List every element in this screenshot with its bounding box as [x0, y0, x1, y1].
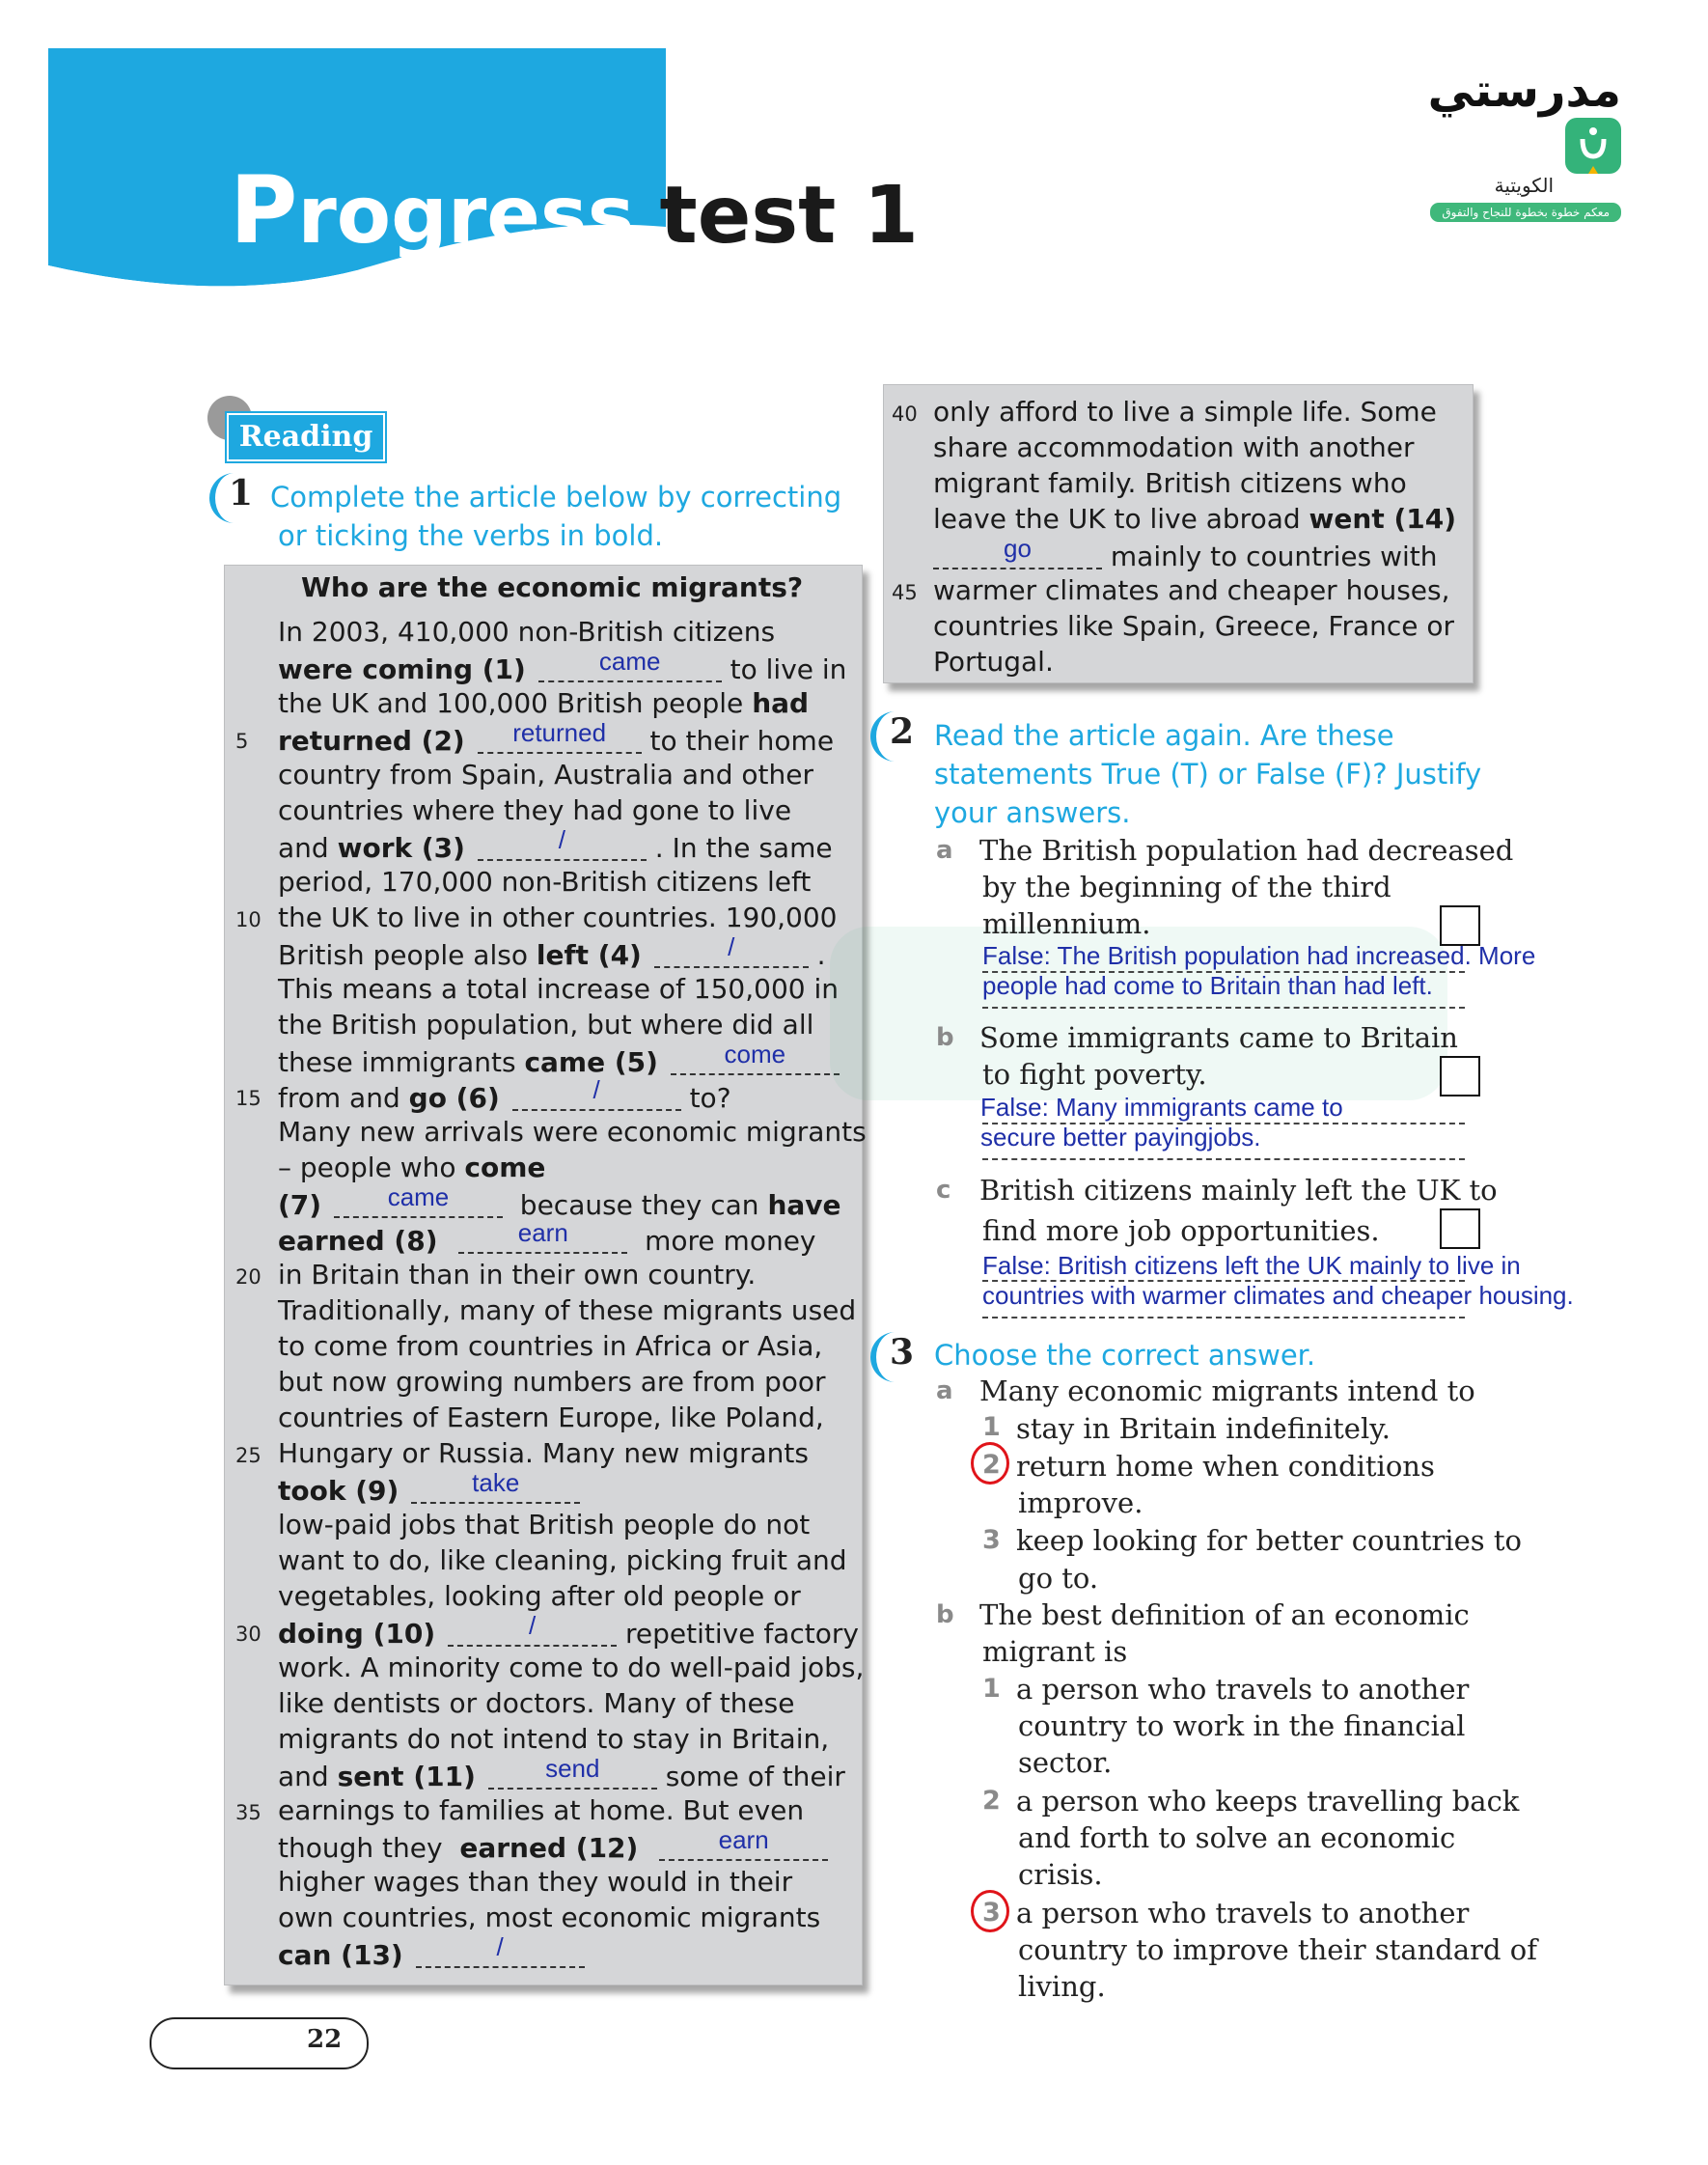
answer-blank-8[interactable]: earn — [458, 1223, 627, 1254]
option-text[interactable]: country to work in the financial — [1018, 1709, 1466, 1742]
logo-sub: الكويتية — [1494, 174, 1554, 197]
instruction-line: statements True (T) or False (F)? Justify — [934, 758, 1482, 791]
section-label: Reading — [227, 413, 385, 461]
option-text[interactable]: keep looking for better countries to — [1016, 1524, 1522, 1557]
article-line: period, 170,000 non-British citizens left — [278, 866, 812, 898]
option-text[interactable]: sector. — [1018, 1746, 1113, 1779]
answer-blank-2[interactable]: returned — [478, 723, 642, 754]
option-number[interactable]: 2 — [982, 1786, 1001, 1816]
option-text[interactable]: country to improve their standard of — [1018, 1933, 1537, 1966]
title-rest: rogress — [297, 170, 635, 262]
article-line: the UK to live in other countries. 190,000 — [278, 902, 838, 933]
line-number: 10 — [235, 908, 262, 931]
option-text[interactable]: and forth to solve an economic — [1018, 1821, 1456, 1854]
answer-blank-9[interactable]: take — [411, 1473, 580, 1504]
article-line: (7) came because they can have — [278, 1182, 841, 1221]
option-text[interactable]: a person who travels to another — [1016, 1673, 1470, 1706]
article-line: though they earned (12) earn — [278, 1830, 828, 1864]
justification-line: people had come to Britain than had left. — [982, 971, 1433, 1000]
article-line: doing (10) / repetitive factory — [278, 1611, 859, 1650]
article-line: migrant family. British citizens who — [933, 467, 1407, 499]
answer-blank-14[interactable]: go — [933, 539, 1102, 569]
statement-line: to fight poverty. — [982, 1058, 1207, 1091]
logo-mark-icon — [1565, 118, 1621, 174]
item-letter: b — [936, 1023, 954, 1052]
logo — [1370, 64, 1621, 219]
statement-line: millennium. — [982, 907, 1151, 940]
article-line: This means a total increase of 150,000 in — [278, 973, 840, 1005]
option-number[interactable]: 1 — [982, 1412, 1001, 1442]
article-line: to come from countries in Africa or Asia, — [278, 1330, 823, 1362]
article-line: in Britain than in their own country. — [278, 1259, 757, 1291]
option-text[interactable]: crisis. — [1018, 1858, 1103, 1891]
line-number: 20 — [235, 1265, 262, 1289]
statement-line: The British population had decreased — [979, 834, 1514, 867]
article-line: share accommodation with another — [933, 431, 1415, 463]
true-false-box-a[interactable] — [1440, 905, 1480, 946]
option-text[interactable]: return home when conditions — [1016, 1450, 1435, 1483]
option-text[interactable]: a person who keeps travelling back — [1016, 1785, 1520, 1818]
article-line: took (9) take — [278, 1473, 580, 1507]
question-stem: The best definition of an economic — [979, 1598, 1470, 1631]
page-title — [230, 156, 919, 264]
page-number: 22 — [307, 2025, 343, 2054]
instruction-line: Read the article again. Are these — [934, 719, 1394, 752]
true-false-box-c[interactable] — [1440, 1208, 1480, 1249]
line-number: 5 — [235, 730, 249, 753]
article-line: warmer climates and cheaper houses, — [933, 574, 1450, 606]
option-number[interactable]: 3 — [982, 1525, 1001, 1555]
article-line: migrants do not intend to stay in Britain, — [278, 1723, 830, 1755]
instruction-line: your answers. — [934, 796, 1131, 829]
article-line: – people who come — [278, 1152, 546, 1183]
article-line: country from Spain, Australia and other — [278, 759, 813, 791]
option-number[interactable]: 1 — [982, 1674, 1001, 1704]
article-line: the UK and 100,000 British people had — [278, 687, 810, 719]
true-false-box-b[interactable] — [1440, 1056, 1480, 1096]
exercise-1-badge: 1 — [207, 471, 256, 525]
article-line: Portugal. — [933, 646, 1054, 678]
item-letter: b — [936, 1600, 954, 1629]
item-letter: a — [936, 836, 953, 865]
line-number: 45 — [892, 581, 918, 604]
answer-blank-5[interactable]: come — [671, 1044, 840, 1075]
line-number: 30 — [235, 1623, 262, 1646]
article-line: leave the UK to live abroad went (14) — [933, 503, 1457, 535]
line-number: 35 — [235, 1801, 262, 1824]
article-line: and work (3) / . In the same — [278, 825, 833, 864]
statement-line: by the beginning of the third — [982, 871, 1391, 903]
option-text[interactable]: stay in Britain indefinitely. — [1016, 1412, 1391, 1445]
logo-brand: مدرستي — [1427, 64, 1621, 118]
question-stem: migrant is — [982, 1635, 1128, 1668]
exercise-2-badge: 2 — [868, 709, 917, 763]
answer-blank-13[interactable]: / — [416, 1937, 585, 1968]
article-line: countries like Spain, Greece, France or — [933, 610, 1455, 642]
article-line: British people also left (4) / . — [278, 932, 826, 971]
article-line: Many new arrivals were economic migrants — [278, 1116, 867, 1148]
item-letter: a — [936, 1376, 953, 1405]
article-line: returned (2) returned to their home — [278, 718, 835, 757]
answer-blank-7[interactable]: came — [334, 1187, 503, 1218]
article-line: these immigrants came (5) come — [278, 1044, 840, 1078]
answer-blank-11[interactable]: send — [488, 1759, 657, 1790]
article-line: low-paid jobs that British people do not — [278, 1509, 811, 1540]
answer-blank-12[interactable]: earn — [659, 1830, 828, 1861]
title-dark: test 1 — [659, 170, 919, 262]
exercise-3-instruction: Choose the correct answer. — [934, 1339, 1316, 1372]
line-number: 25 — [235, 1444, 262, 1467]
exercise-2-instruction — [934, 716, 1481, 832]
answer-blank-10[interactable]: / — [448, 1616, 617, 1647]
question-stem: Many economic migrants intend to — [979, 1374, 1475, 1407]
line-number: 40 — [892, 402, 918, 426]
title-first-letter: P — [230, 156, 298, 264]
instruction-line: Complete the article below by correcting — [270, 481, 842, 513]
article-line: countries of Eastern Europe, like Poland, — [278, 1402, 824, 1433]
article-line: In 2003, 410,000 non-British citizens — [278, 616, 776, 648]
justification-line: False: British citizens left the UK mainly to live in — [982, 1251, 1521, 1280]
article-line: countries where they had gone to live — [278, 794, 792, 826]
justification-line: False: Many immigrants came to — [980, 1093, 1343, 1122]
article-line: Hungary or Russia. Many new migrants — [278, 1437, 809, 1469]
article-line: only afford to live a simple life. Some — [933, 396, 1437, 428]
article-line: but now growing numbers are from poor — [278, 1366, 826, 1398]
justification-line: secure better payingjobs. — [980, 1123, 1261, 1152]
article-line: the British population, but where did all — [278, 1009, 814, 1041]
instruction-line: or ticking the verbs in bold. — [278, 519, 664, 552]
article-line: vegetables, looking after old people or — [278, 1580, 801, 1612]
article-line: earned (8) earn more money — [278, 1218, 816, 1257]
exercise-3-badge: 3 — [868, 1330, 917, 1384]
option-text[interactable]: living. — [1018, 1970, 1106, 2003]
article-line: own countries, most economic migrants — [278, 1901, 821, 1933]
article-line: earnings to families at home. But even — [278, 1794, 805, 1826]
option-text[interactable]: improve. — [1018, 1486, 1143, 1519]
option-text[interactable]: go to. — [1018, 1562, 1099, 1595]
article-line: higher wages than they would in their — [278, 1866, 793, 1898]
answer-line — [982, 1158, 1465, 1160]
article-line: can (13) / — [278, 1937, 585, 1971]
option-number[interactable]: 2 — [982, 1450, 1001, 1480]
statement-line: find more job opportunities. — [982, 1214, 1380, 1247]
statement-line: Some immigrants came to Britain — [979, 1021, 1458, 1054]
exercise-1-instruction — [270, 478, 841, 555]
article-title: Who are the economic migrants? — [301, 571, 804, 603]
answer-blank-3[interactable]: / — [478, 830, 647, 861]
article-line: want to do, like cleaning, picking fruit and — [278, 1544, 847, 1576]
article-line: Traditionally, many of these migrants used — [278, 1294, 857, 1326]
logo-slogan: معكم خطوة بخطوة للنجاح والتفوق — [1430, 203, 1621, 222]
justification-line: countries with warmer climates and cheaper housing. — [982, 1281, 1574, 1310]
answer-blank-4[interactable]: / — [654, 937, 809, 968]
justification-line: False: The British population had increased. More — [982, 941, 1536, 970]
statement-line: British citizens mainly left the UK to — [979, 1174, 1498, 1207]
article-line: work. A minority come to do well-paid jobs, — [278, 1652, 865, 1683]
answer-blank-1[interactable]: came — [538, 652, 722, 682]
article-line: like dentists or doctors. Many of these — [278, 1687, 795, 1719]
article-line: from and go (6) / to? — [278, 1075, 731, 1114]
option-number[interactable]: 3 — [982, 1898, 1001, 1928]
article-line: go mainly to countries with — [933, 539, 1438, 572]
answer-blank-6[interactable]: / — [512, 1080, 681, 1111]
line-number: 15 — [235, 1087, 262, 1110]
answer-line — [982, 1007, 1465, 1009]
answer-line — [982, 1317, 1465, 1318]
item-letter: c — [936, 1176, 951, 1205]
article-line: and sent (11) send some of their — [278, 1754, 845, 1792]
article-line: were coming (1) came to live in — [278, 647, 847, 685]
option-text[interactable]: a person who travels to another — [1016, 1897, 1470, 1929]
